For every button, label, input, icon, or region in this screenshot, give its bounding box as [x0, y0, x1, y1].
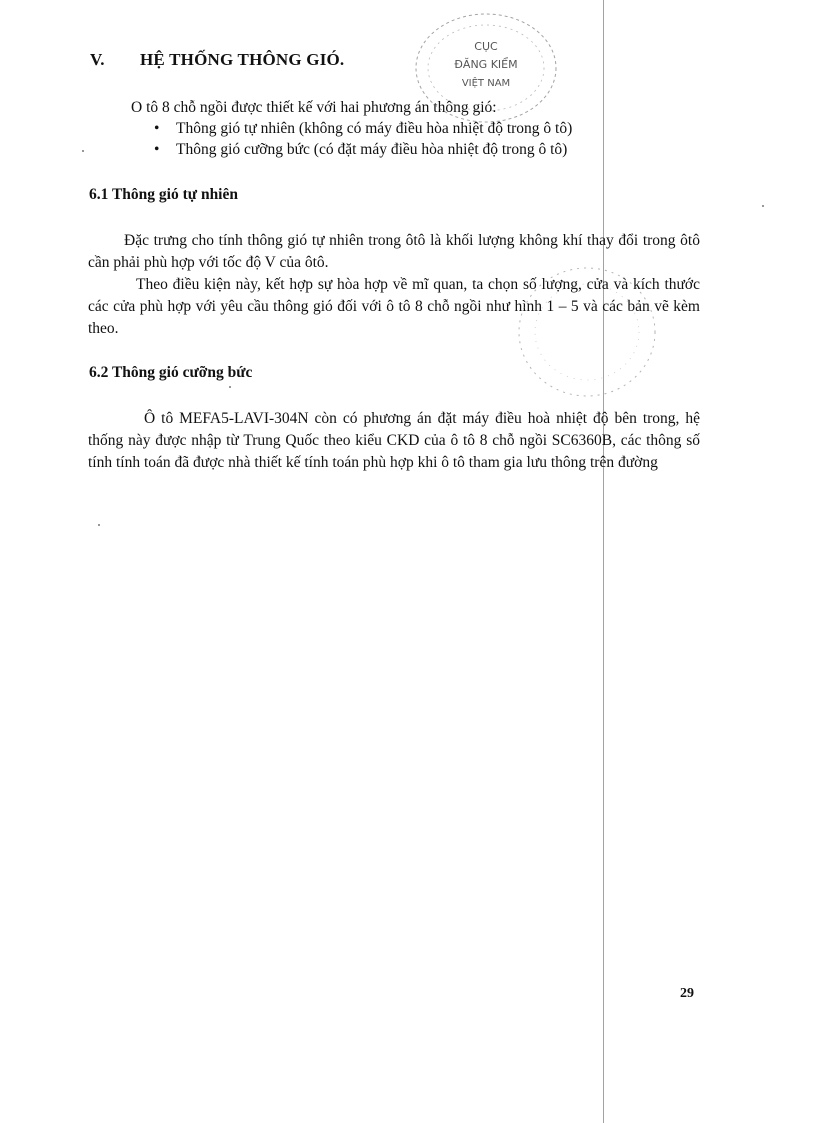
subsection-title-natural: 6.1 Thông gió tự nhiên [89, 186, 238, 203]
intro-text: O tô 8 chỗ ngồi được thiết kế với hai phương án thông gió: [131, 99, 497, 116]
scan-speck [98, 524, 100, 526]
paragraph-natural-1: Đặc trưng cho tính thông gió tự nhiên trong ôtô là khối lượng không khí thay đổi trong ôtô cần phải phù hợp với tốc độ V của ôtô. [88, 232, 700, 271]
scan-fold-line [603, 0, 604, 1123]
heading-title: HỆ THỐNG THÔNG GIÓ. [140, 50, 345, 69]
page-number: 29 [680, 986, 694, 1001]
scan-speck [762, 205, 764, 207]
paragraph-forced: Ô tô MEFA5-LAVI-304N còn có phương án đặt máy điều hoà nhiệt độ bên trong, hệ thống này được nhập từ Trung Quốc theo kiểu CKD của ô tô 8 chỗ ngồi SC6360B, các thông số tính tính toán đã được nhà thiết kế tính toán phù hợp khi ô tô tham gia lưu thông trên đường [88, 410, 700, 471]
paragraph-natural-2: Theo điều kiện này, kết hợp sự hòa hợp về mĩ quan, ta chọn số lượng, cửa và kích thước các cửa phù hợp với yêu cầu thông gió đối với ô tô 8 chỗ ngồi như hình 1 – 5 và các bản vẽ kèm theo. [88, 276, 700, 337]
subsection-title-forced: 6.2 Thông gió cưỡng bức [89, 364, 253, 381]
section-heading [90, 50, 344, 70]
stamp-line-2: ĐĂNG KIỂM [454, 58, 518, 71]
scan-speck [229, 386, 231, 388]
stamp-line-1: CỤC [474, 40, 498, 53]
bullet-natural-ventilation: • Thông gió tự nhiên (không có máy điều hòa nhiệt độ trong ô tô) [150, 118, 572, 139]
heading-number: V. [90, 50, 105, 69]
scan-speck [82, 150, 84, 152]
stamp-line-3: VIỆT NAM [461, 78, 511, 89]
bullet-forced-ventilation: • Thông gió cưỡng bức (có đặt máy điều hòa nhiệt độ trong ô tô) [150, 139, 572, 160]
ventilation-options-list [150, 118, 572, 160]
